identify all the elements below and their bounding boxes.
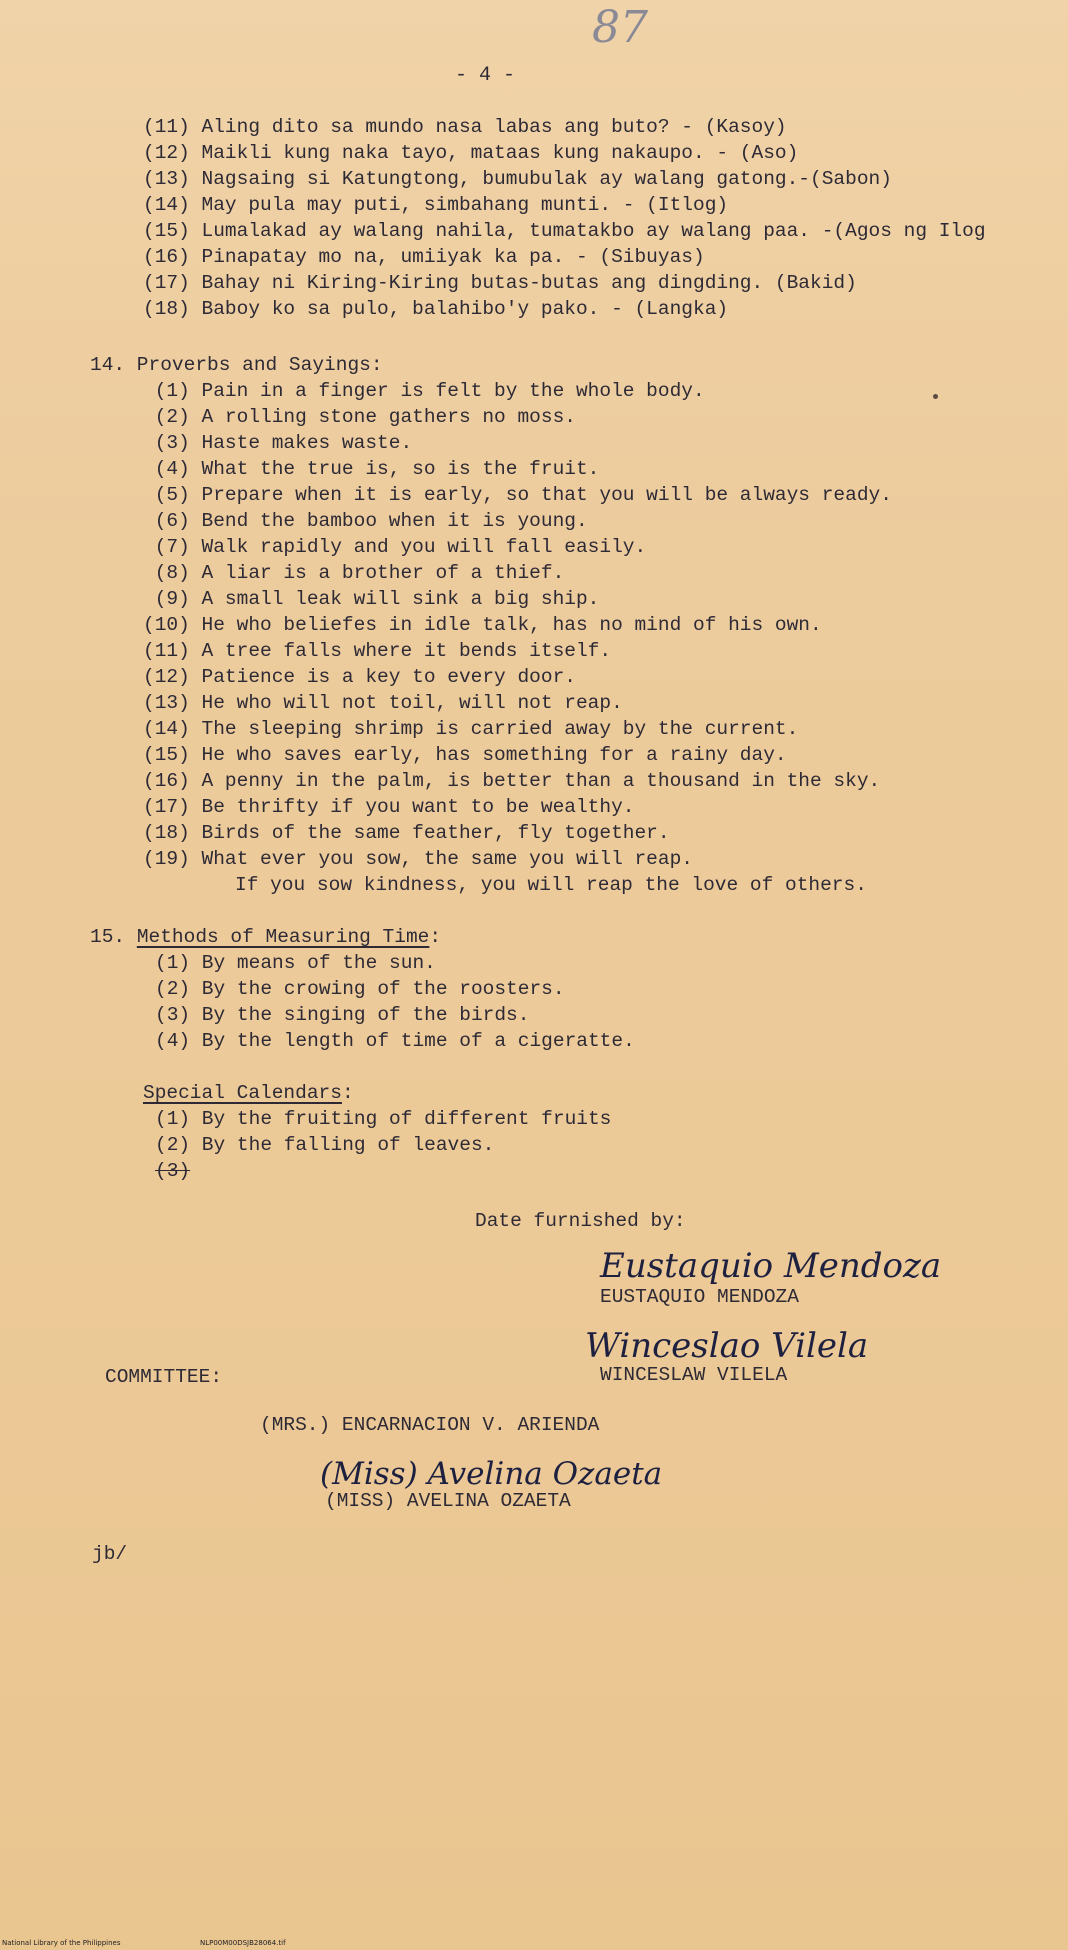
riddle-item: (17) Bahay ni Kiring-Kiring butas-butas ang dingding. (Bakid) [143, 272, 857, 294]
special-calendars-colon: : [341, 1082, 354, 1104]
signer-name: EUSTAQUIO MENDOZA [600, 1286, 799, 1308]
proverb-item: (15) He who saves early, has something for a rainy day. [143, 744, 787, 766]
proverb-item: (16) A penny in the palm, is better than a thousand in the sky. [143, 770, 881, 792]
proverb-item: (17) Be thrifty if you want to be wealthy. [143, 796, 635, 818]
riddle-item: (12) Maikli kung naka tayo, mataas kung nakaupo. - (Aso) [143, 142, 799, 164]
proverbs-heading: 14. Proverbs and Sayings: [90, 354, 383, 376]
measuring-time-item: (1) By means of the sun. [155, 952, 436, 974]
paper-speck [933, 394, 938, 399]
measuring-time-item: (4) By the length of time of a cigeratte. [155, 1030, 635, 1052]
measuring-time-title: Methods of Measuring Time [136, 926, 430, 948]
riddle-item: (13) Nagsaing si Katungtong, bumubulak ay walang gatong.-(Sabon) [143, 168, 892, 190]
proverb-item: (18) Birds of the same feather, fly together. [143, 822, 670, 844]
riddle-item: (15) Lumalakad ay walang nahila, tumatakbo ay walang paa. -(Agos ng Ilog [143, 220, 986, 242]
committee-label: COMMITTEE: [105, 1366, 223, 1388]
handwritten-signature-vilela: Winceslao Vilela [585, 1326, 869, 1366]
typist-initials: jb/ [92, 1543, 128, 1565]
proverb-item: (7) Walk rapidly and you will fall easily. [143, 536, 647, 558]
proverb-item: (4) What the true is, so is the fruit. [143, 458, 600, 480]
handwritten-signature-ozaeta: (Miss) Avelina Ozaeta [320, 1456, 663, 1492]
measuring-time-item: (2) By the crowing of the roosters. [155, 978, 565, 1000]
riddle-item: (18) Baboy ko sa pulo, balahibo'y pako. - (Langka) [143, 298, 729, 320]
proverb-item: (6) Bend the bamboo when it is young. [143, 510, 588, 532]
special-calendars-title: Special Calendars [143, 1082, 342, 1104]
proverb-item: (5) Prepare when it is early, so that you will be always ready. [143, 484, 892, 506]
signer-name: WINCESLAW VILELA [600, 1364, 788, 1386]
riddle-item: (16) Pinapatay mo na, umiiyak ka pa. - (Sibuyas) [143, 246, 705, 268]
proverb-item: (19) What ever you sow, the same you will reap. [143, 848, 693, 870]
page-number: - 4 - [455, 64, 516, 87]
proverb-item: (1) Pain in a finger is felt by the whole body. [143, 380, 705, 402]
proverb-item: (8) A liar is a brother of a thief. [143, 562, 565, 584]
special-calendar-item: (2) By the falling of leaves. [155, 1134, 495, 1156]
proverb-item: (9) A small leak will sink a big ship. [143, 588, 600, 610]
proverb-item: (14) The sleeping shrimp is carried away by the current. [143, 718, 799, 740]
committee-member-name: (MRS.) ENCARNACION V. ARIENDA [260, 1414, 600, 1436]
special-calendars-heading [143, 1082, 354, 1104]
handwritten-page-number: 87 [592, 2, 648, 53]
special-calendar-item: (1) By the fruiting of different fruits [155, 1108, 612, 1130]
proverb-item: (11) A tree falls where it bends itself. [143, 640, 612, 662]
riddle-item: (14) May pula may puti, simbahang munti. - (Itlog) [143, 194, 729, 216]
committee-member-name: (MISS) AVELINA OZAETA [325, 1490, 571, 1512]
proverb-item: (2) A rolling stone gathers no moss. [143, 406, 576, 428]
measuring-time-colon: : [429, 926, 442, 948]
riddle-item: (11) Aling dito sa mundo nasa labas ang buto? - (Kasoy) [143, 116, 787, 138]
proverb-item: (12) Patience is a key to every door. [143, 666, 576, 688]
proverb-item: (10) He who beliefes in idle talk, has no mind of his own. [143, 614, 822, 636]
struck-item-number: (3) [155, 1160, 191, 1182]
proverb-continuation: If you sow kindness, you will reap the love of others. [235, 874, 867, 896]
measuring-time-item: (3) By the singing of the birds. [155, 1004, 530, 1026]
furnished-by-label: Date furnished by: [475, 1210, 686, 1232]
archive-file-name: NLP00M00DSJB28064.tif [200, 1939, 286, 1947]
handwritten-signature-mendoza: Eustaquio Mendoza [600, 1246, 942, 1286]
measuring-time-number: 15. [90, 926, 126, 948]
archive-credit: National Library of the Philippines [2, 1939, 121, 1947]
special-calendar-item-struck [155, 1160, 190, 1182]
proverb-item: (13) He who will not toil, will not reap. [143, 692, 623, 714]
proverb-item: (3) Haste makes waste. [143, 432, 413, 454]
measuring-time-heading [90, 926, 441, 948]
